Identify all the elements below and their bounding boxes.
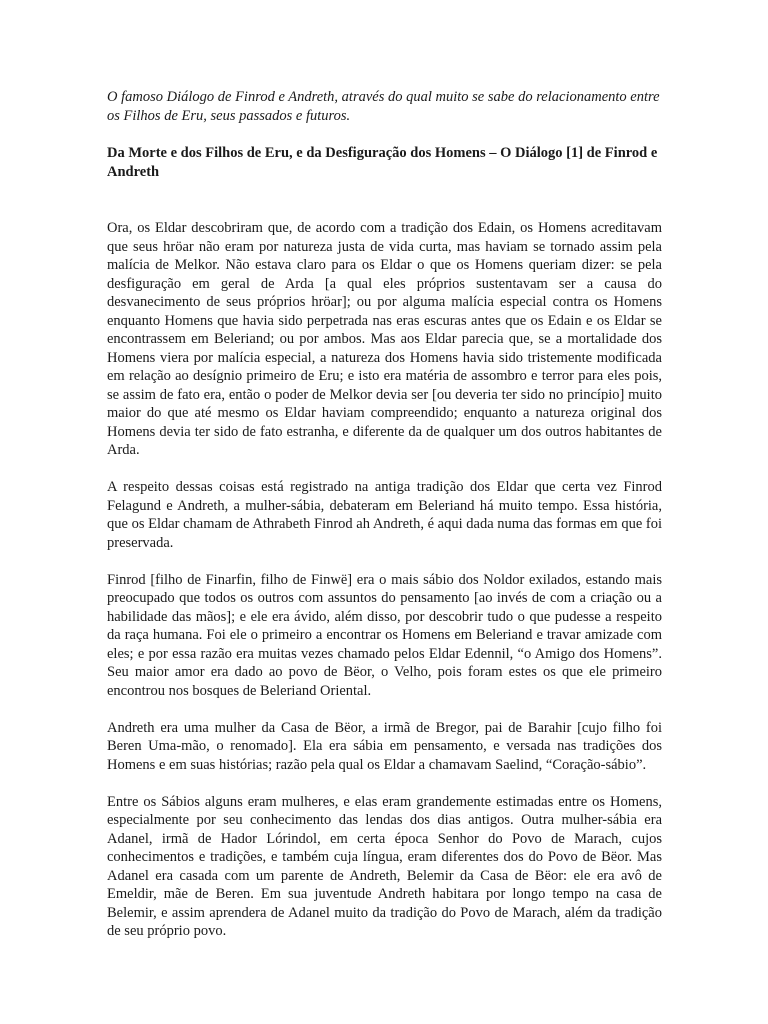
document-title: Da Morte e dos Filhos de Eru, e da Desfiguração dos Homens – O Diálogo [1] de Finrod e Andreth xyxy=(107,145,658,180)
intro-text: O famoso Diálogo de Finrod e Andreth, através do qual muito se sabe do relacionamento entre os Filhos de Eru, seus passados e futuros. xyxy=(107,89,660,124)
paragraph: Finrod [filho de Finarfin, filho de Finwë] era o mais sábio dos Noldor exilados, estando mais preocupado que todos os outros com assuntos do pensamento [ao invés de com a criação ou a habilidade das mãos]; e ele era ávido, além disso, por descobrir tudo o que pudesse a respeito da raça humana. Foi ele o primeiro a encontrar os Homens em Beleriand e travar amizade com eles; e por essa razão era muitas vezes chamado pelos Eldar Edennil, “o Amigo dos Homens”. Seu maior amor era dado ao povo de Bëor, o Velho, pois foram estes os que ele primeiro encontrou nos bosques de Beleriand Oriental. xyxy=(107,571,662,699)
document-body xyxy=(107,88,662,941)
paragraph: Ora, os Eldar descobriram que, de acordo com a tradição dos Edain, os Homens acreditavam que seus hröar não eram por natureza justa de vida curta, mas haviam se tornado assim pela malícia de Melkor. Não estava claro para os Eldar o que os Homens queriam dizer: se pela desfiguração em geral de Arda [a qual eles próprios sustentavam ser a causa do desvanecimento de seus próprios hröar]; ou por alguma malícia especial contra os Homens enquanto Homens que havia sido perpetrada nas eras escuras antes que os Edain e os Eldar se encontrassem em Beleriand; ou por ambos. Mas aos Eldar parecia que, se a mortalidade dos Homens viera por malícia especial, a natureza dos Homens havia sido tristemente modificada em relação ao desígnio primeiro de Eru; e isto era matéria de assombro e terror para eles pois, se assim de fato era, então o poder de Melkor devia ser [ou deveria ter sido no princípio] muito maior do que até mesmo os Eldar haviam compreendido; enquanto a natureza original dos Homens devia ter sido de fato estranha, e diferente da de qualquer um dos outros habitantes de Arda. xyxy=(107,220,662,458)
paragraph: A respeito dessas coisas está registrado na antiga tradição dos Eldar que certa vez Finrod Felagund e Andreth, a mulher-sábia, debateram em Beleriand há muito tempo. Essa história, que os Eldar chamam de Athrabeth Finrod ah Andreth, é aqui dada numa das formas em que foi preservada. xyxy=(107,479,662,551)
paragraph: Entre os Sábios alguns eram mulheres, e elas eram grandemente estimadas entre os Homens, especialmente por seu conhecimento das lendas dos dias antigos. Outra mulher-sábia era Adanel, irmã de Hador Lórindol, em certa época Senhor do Povo de Marach, cujos conhecimentos e tradições, e também cuja língua, eram diferentes dos do Povo de Bëor. Mas Adanel era casada com um parente de Andreth, Belemir da Casa de Bëor: ele era avô de Emeldir, mãe de Beren. Em sua juventude Andreth habitara por longo tempo na casa de Belemir, e assim aprendera de Adanel muito da tradição do Povo de Marach, além da tradição de seu próprio povo. xyxy=(107,793,662,939)
paragraph: Andreth era uma mulher da Casa de Bëor, a irmã de Bregor, pai de Barahir [cujo filho foi Beren Uma-mão, o renomado]. Ela era sábia em pensamento, e versada nas tradições dos Homens e em suas histórias; razão pela qual os Eldar a chamavam Saelind, “Coração-sábio”. xyxy=(107,719,662,773)
